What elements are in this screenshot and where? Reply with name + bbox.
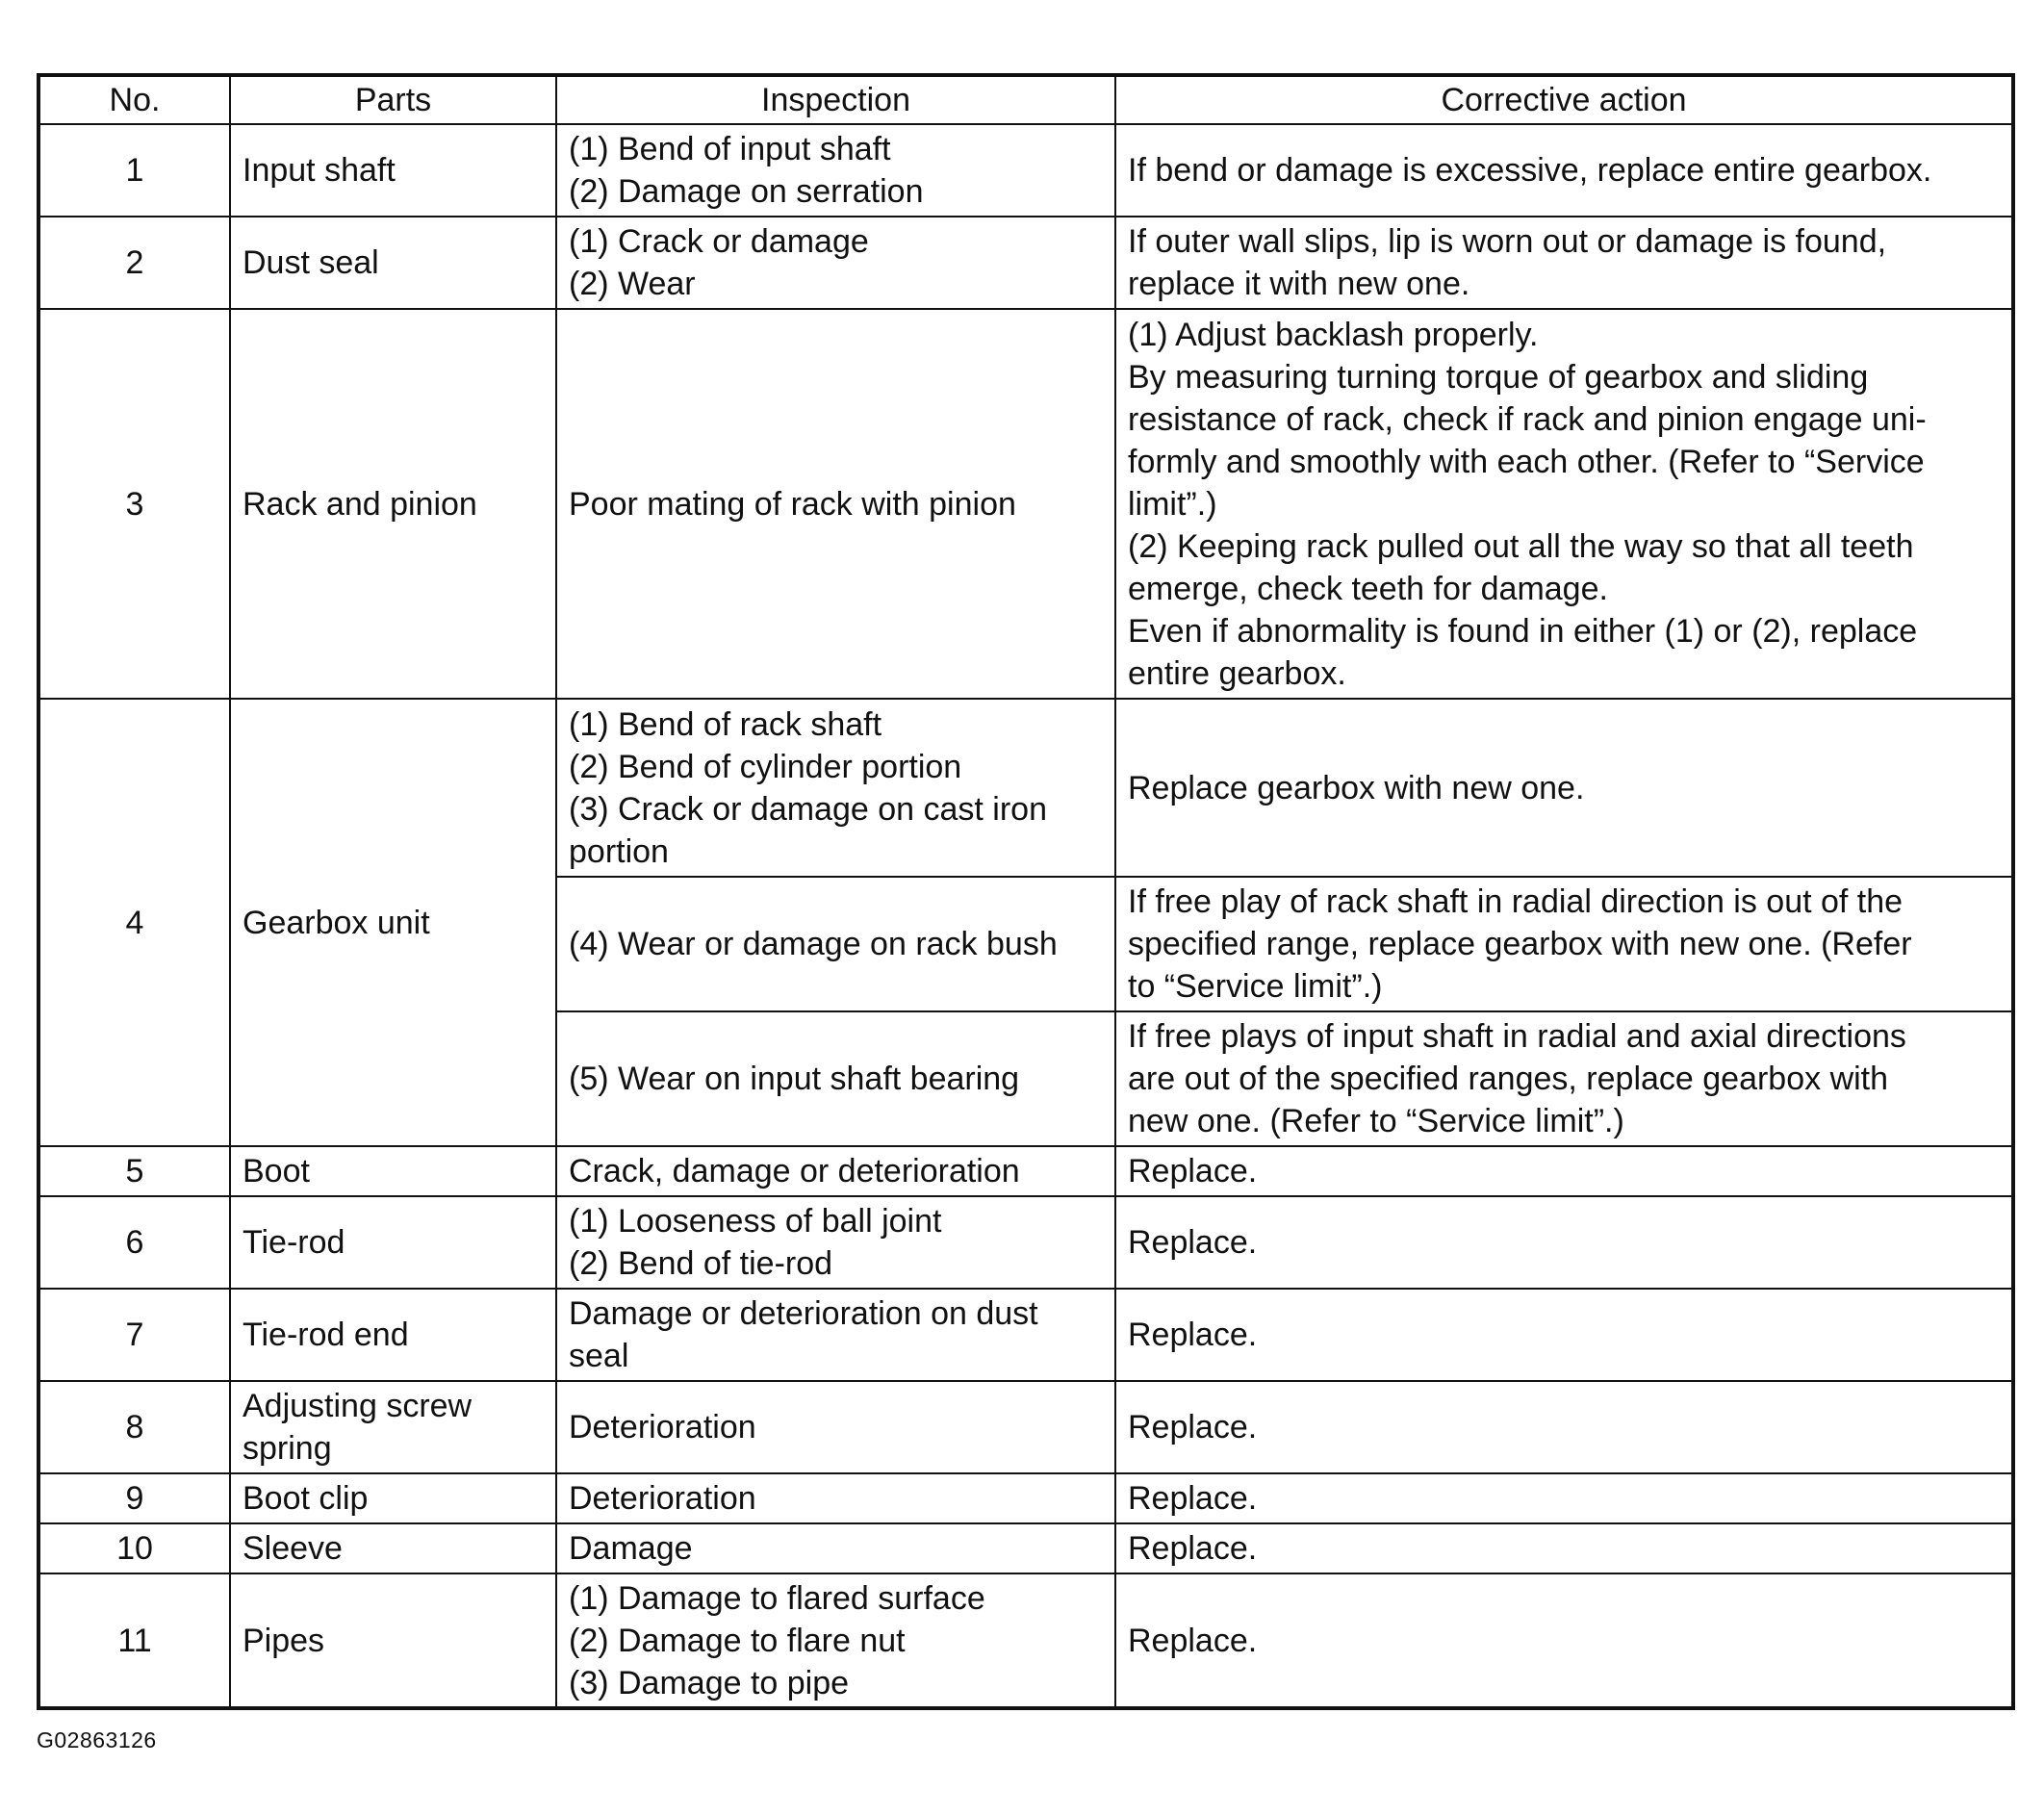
corrective-line: specified range, replace gearbox with new one. (Refer [1128, 926, 1912, 962]
row-number: 10 [38, 1523, 230, 1573]
header-parts: Parts [230, 75, 556, 124]
corrective-cell [1115, 877, 2013, 1011]
table-header-row [38, 75, 2013, 124]
corrective-line: (2) Keeping rack pulled out all the way so that all teeth [1128, 527, 1914, 565]
header-corrective-action: Corrective action [1115, 75, 2013, 124]
row-number: 4 [38, 699, 230, 1146]
inspection-line: Damage [569, 1530, 693, 1567]
inspection-line: Deterioration [569, 1480, 756, 1517]
corrective-line: replace it with new one. [1128, 266, 1470, 302]
inspection-line: Deterioration [569, 1409, 756, 1445]
part-name: Rack and pinion [230, 309, 556, 699]
table-row [38, 1573, 2013, 1708]
inspection-cell [556, 1146, 1115, 1196]
inspection-line: (1) Damage to flared surface [569, 1579, 985, 1617]
corrective-line: resistance of rack, check if rack and pinion engage uni- [1128, 400, 1927, 438]
corrective-line: Replace gearbox with new one. [1128, 769, 1585, 806]
corrective-cell [1115, 1573, 2013, 1708]
row-number: 3 [38, 309, 230, 699]
table-row [38, 1146, 2013, 1196]
inspection-cell [556, 877, 1115, 1011]
part-name: Tie-rod end [230, 1289, 556, 1381]
row-number: 11 [38, 1573, 230, 1708]
table-row [38, 217, 2013, 309]
table-row [38, 124, 2013, 217]
corrective-line: Replace. [1128, 1409, 1258, 1445]
row-number: 9 [38, 1473, 230, 1523]
corrective-line: Replace. [1128, 1224, 1258, 1261]
corrective-cell [1115, 1011, 2013, 1146]
inspection-table [37, 73, 2015, 1710]
corrective-line: to “Service limit”.) [1128, 968, 1383, 1005]
corrective-line: Replace. [1128, 1317, 1258, 1353]
table-row [38, 699, 2013, 877]
corrective-line: emerge, check teeth for damage. [1128, 570, 1608, 607]
corrective-line: new one. (Refer to “Service limit”.) [1128, 1103, 1624, 1139]
corrective-line: If bend or damage is excessive, replace entire gearbox. [1128, 152, 1932, 189]
corrective-cell [1115, 1196, 2013, 1289]
row-number: 7 [38, 1289, 230, 1381]
part-name: Pipes [230, 1573, 556, 1708]
corrective-line: Replace. [1128, 1480, 1258, 1517]
corrective-cell [1115, 699, 2013, 877]
part-name-cell [230, 1381, 556, 1473]
table-row [38, 1523, 2013, 1573]
inspection-line: (1) Looseness of ball joint [569, 1203, 942, 1240]
part-name: Input shaft [230, 124, 556, 217]
inspection-line: Damage or deterioration on dust [569, 1295, 1038, 1332]
table-row [38, 309, 2013, 699]
corrective-cell [1115, 1289, 2013, 1381]
inspection-cell [556, 1196, 1115, 1289]
table-row [38, 1196, 2013, 1289]
corrective-line: If outer wall slips, lip is worn out or damage is found, [1128, 223, 1887, 260]
inspection-cell [556, 124, 1115, 217]
corrective-cell [1115, 1473, 2013, 1523]
inspection-cell [556, 1523, 1115, 1573]
inspection-cell [556, 699, 1115, 877]
corrective-cell [1115, 1381, 2013, 1473]
table-row [38, 1381, 2013, 1473]
inspection-line: (1) Bend of rack shaft [569, 705, 882, 743]
corrective-cell [1115, 309, 2013, 699]
inspection-cell [556, 309, 1115, 699]
row-number: 5 [38, 1146, 230, 1196]
header-inspection: Inspection [556, 75, 1115, 124]
part-name: Tie-rod [230, 1196, 556, 1289]
corrective-line: If free play of rack shaft in radial direction is out of the [1128, 883, 1903, 920]
header-no: No. [38, 75, 230, 124]
inspection-line: (3) Crack or damage on cast iron [569, 790, 1047, 828]
corrective-line: entire gearbox. [1128, 654, 1346, 692]
corrective-line: Replace. [1128, 1530, 1258, 1567]
part-name-line: spring [243, 1430, 332, 1467]
inspection-line: seal [569, 1338, 629, 1374]
inspection-cell [556, 217, 1115, 309]
corrective-line: If free plays of input shaft in radial and axial directions [1128, 1018, 1906, 1055]
corrective-cell [1115, 217, 2013, 309]
inspection-line: (2) Wear [569, 266, 696, 302]
inspection-line: (4) Wear or damage on rack bush [569, 926, 1058, 962]
corrective-line: Replace. [1128, 1153, 1258, 1189]
inspection-line: (3) Damage to pipe [569, 1664, 850, 1701]
inspection-line: portion [569, 832, 669, 870]
corrective-line: By measuring turning torque of gearbox and sliding [1128, 358, 1869, 396]
corrective-line: formly and smoothly with each other. (Refer to “Service [1128, 443, 1925, 480]
corrective-cell [1115, 1523, 2013, 1573]
row-number: 8 [38, 1381, 230, 1473]
row-number: 2 [38, 217, 230, 309]
part-name: Sleeve [230, 1523, 556, 1573]
row-number: 1 [38, 124, 230, 217]
inspection-line: Crack, damage or deterioration [569, 1153, 1020, 1189]
inspection-line: (2) Damage to flare nut [569, 1622, 906, 1659]
inspection-line: (2) Bend of cylinder portion [569, 748, 962, 785]
table-row [38, 1289, 2013, 1381]
inspection-line: Poor mating of rack with pinion [569, 485, 1016, 523]
part-name: Gearbox unit [230, 699, 556, 1146]
inspection-line: (2) Bend of tie-rod [569, 1245, 833, 1282]
corrective-line: Replace. [1128, 1622, 1258, 1659]
inspection-cell [556, 1011, 1115, 1146]
corrective-line: (1) Adjust backlash properly. [1128, 316, 1539, 353]
corrective-line: Even if abnormality is found in either (1) or (2), replace [1128, 612, 1918, 650]
inspection-line: (1) Bend of input shaft [569, 131, 891, 167]
part-name: Boot [230, 1146, 556, 1196]
inspection-line: (2) Damage on serration [569, 173, 924, 210]
table-row [38, 1473, 2013, 1523]
corrective-cell [1115, 124, 2013, 217]
corrective-cell [1115, 1146, 2013, 1196]
inspection-cell [556, 1573, 1115, 1708]
part-name: Boot clip [230, 1473, 556, 1523]
inspection-line: (5) Wear on input shaft bearing [569, 1061, 1020, 1097]
part-name: Dust seal [230, 217, 556, 309]
corrective-line: are out of the specified ranges, replace gearbox with [1128, 1061, 1889, 1097]
inspection-cell [556, 1381, 1115, 1473]
figure-id: G02863126 [37, 1727, 157, 1752]
row-number: 6 [38, 1196, 230, 1289]
inspection-cell [556, 1289, 1115, 1381]
part-name-line: Adjusting screw [243, 1388, 473, 1424]
inspection-line: (1) Crack or damage [569, 223, 869, 260]
corrective-line: limit”.) [1128, 485, 1217, 523]
inspection-cell [556, 1473, 1115, 1523]
